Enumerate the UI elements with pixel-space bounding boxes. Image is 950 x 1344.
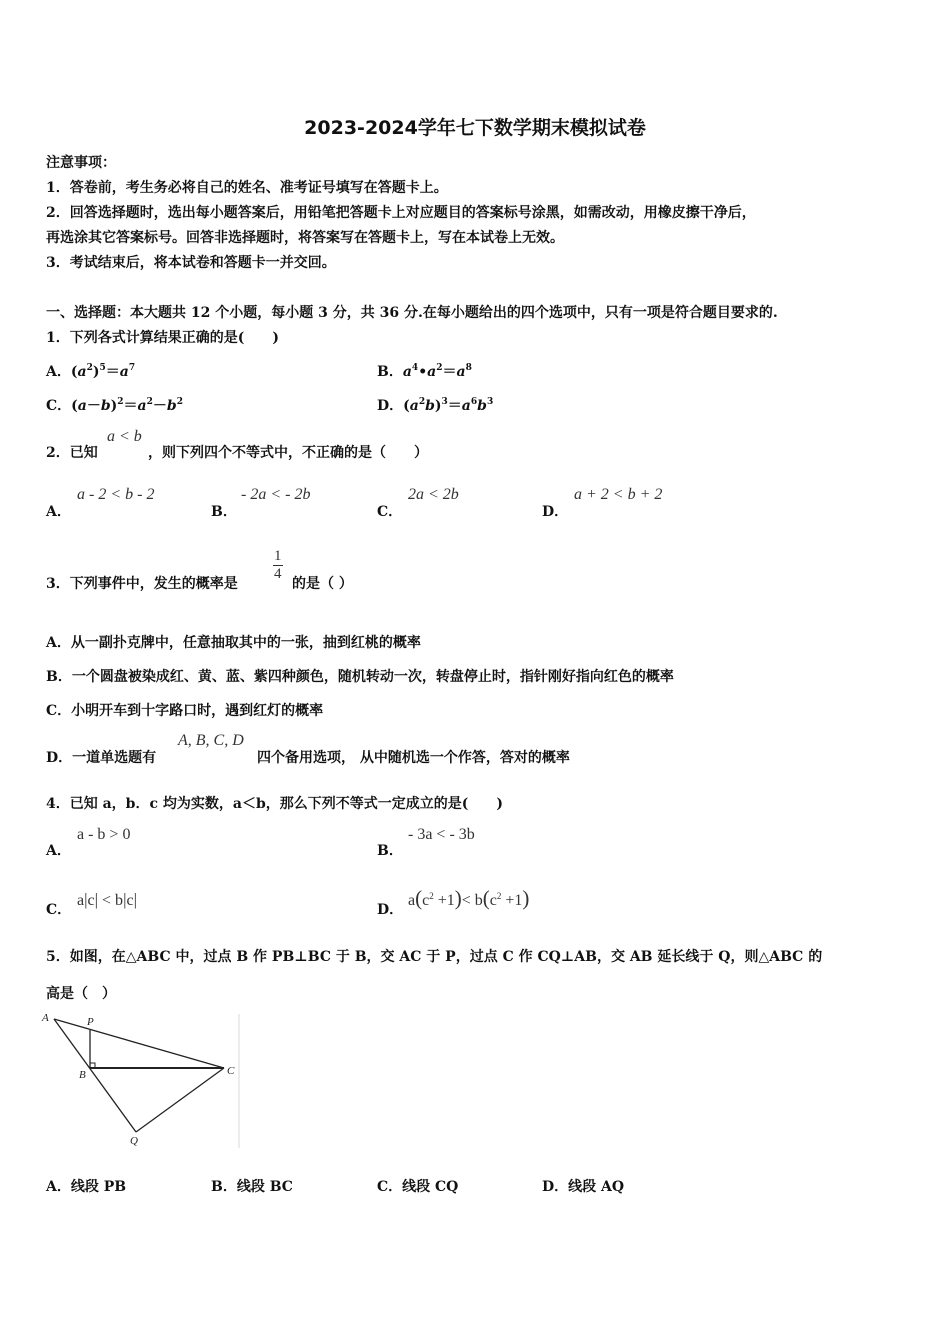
q3-option-d-pre: D．一道单选题有	[46, 750, 157, 766]
point-label-q: Q	[130, 1135, 138, 1147]
question-2-stem-post: ，则下列四个不等式中，不正确的是（ ）	[148, 445, 428, 461]
q2-option-d: a + 2 < b + 2	[574, 486, 663, 503]
option-label: C．	[377, 504, 403, 520]
option-label: D．	[377, 902, 404, 918]
q1-b-expr: $a^4•a^2=a^8$	[402, 363, 472, 380]
q1-option-d	[377, 395, 493, 415]
notice-item: 再选涂其它答案标号。回答非选择题时，将答案写在答题卡上，写在本试卷上无效。	[46, 230, 564, 246]
q3-option-c: C．小明开车到十字路口时，遇到红灯的概率	[46, 703, 324, 719]
option-label: A．	[46, 504, 71, 520]
q1-c-expr: $(a-b)^2=a^2-b^2$	[71, 397, 183, 414]
option-label: C．	[46, 902, 72, 918]
q5-option-c: C．线段 CQ	[377, 1179, 459, 1195]
option-label: A．	[46, 364, 71, 380]
q3-fraction	[273, 548, 283, 583]
q4-option-d: $a(c^2 +1)< b(c^2 +1)$	[408, 886, 530, 910]
option-label: D．	[377, 398, 404, 414]
question-3-stem-pre: 3．下列事件中，发生的概率是	[46, 576, 238, 592]
q3-option-d-post: 四个备用选项， 从中随机选一个作答，答对的概率	[257, 750, 570, 766]
fraction-numerator: 1	[274, 548, 282, 564]
q5-option-b: B．线段 BC	[211, 1179, 293, 1195]
segment-aq	[54, 1019, 136, 1132]
point-label-a: A	[42, 1012, 49, 1024]
q4-option-b: - 3a < - 3b	[408, 826, 475, 843]
question-5-stem-line2: 高是（ ）	[46, 986, 116, 1002]
notice-item: 2．回答选择题时，选出每小题答案后，用铅笔把答题卡上对应题目的答案标号涂黑，如需改动，用橡皮擦干净后，	[46, 205, 756, 221]
option-label: B．	[377, 843, 403, 859]
point-label-b: B	[79, 1069, 86, 1081]
q5-option-a: A．线段 PB	[46, 1179, 127, 1195]
question-3-stem-post: 的是（ ）	[292, 576, 353, 592]
question-2-stem-pre: 2．已知	[46, 445, 98, 461]
option-label: C．	[46, 398, 72, 414]
point-label-c: C	[227, 1065, 235, 1077]
q1-option-c	[46, 395, 183, 415]
notice-item: 3．考试结束后，将本试卷和答题卡一并交回。	[46, 255, 336, 271]
q1-option-a	[46, 361, 135, 381]
q2-option-c: 2a < 2b	[408, 486, 459, 503]
q2-option-a: a - 2 < b - 2	[77, 486, 155, 503]
q5-option-d: D．线段 AQ	[542, 1179, 625, 1195]
segment-cq	[136, 1068, 224, 1132]
q4-option-c: a|c| < b|c|	[77, 890, 137, 909]
notice-item: 1．答卷前，考生务必将自己的姓名、准考证号填写在答题卡上。	[46, 180, 448, 196]
q1-option-b	[377, 361, 472, 381]
option-label: B．	[377, 364, 403, 380]
q3-option-a: A．从一副扑克牌中，任意抽取其中的一张，抽到红桃的概率	[46, 635, 421, 651]
question-4-stem: 4．已知 a，b．c 均为实数，a＜b，那么下列不等式一定成立的是( )	[46, 796, 503, 812]
notice-heading: 注意事项：	[46, 155, 116, 171]
question-1-stem: 1．下列各式计算结果正确的是( )	[46, 330, 279, 346]
option-label: B．	[211, 504, 237, 520]
fraction-denominator: 4	[274, 566, 282, 582]
triangle-figure	[40, 1008, 245, 1156]
question-5-stem-line1: 5．如图，在△ABC 中，过点 B 作 PB⊥BC 于 B，交 AC 于 P，过点 C 作 CQ⊥AB，交 AB 延长线于 Q，则△ABC 的	[46, 949, 823, 965]
q4-option-a: a - b > 0	[77, 826, 131, 843]
q2-condition: a < b	[107, 428, 142, 445]
q3-option-b: B．一个圆盘被染成红、黄、蓝、紫四种颜色，随机转动一次，转盘停止时，指针刚好指向红色的概率	[46, 669, 674, 685]
q1-a-expr: $(a^2)^5=a^7$	[70, 363, 136, 380]
section-heading: 一、选择题：本大题共 12 个小题，每小题 3 分，共 36 分.在每小题给出的四个选项中，只有一项是符合题目要求的.	[46, 305, 778, 321]
page-title: 2023-2024学年七下数学期末模拟试卷	[304, 117, 646, 139]
option-label: A．	[46, 843, 71, 859]
option-label: D．	[542, 504, 569, 520]
point-label-p: P	[87, 1016, 94, 1028]
q3-option-d-math: A, B, C, D	[178, 732, 244, 749]
q2-option-b: - 2a < - 2b	[241, 486, 311, 503]
segment-ac	[54, 1019, 224, 1068]
q1-d-expr: $(a^2b)^3=a^6b^3$	[403, 397, 494, 414]
